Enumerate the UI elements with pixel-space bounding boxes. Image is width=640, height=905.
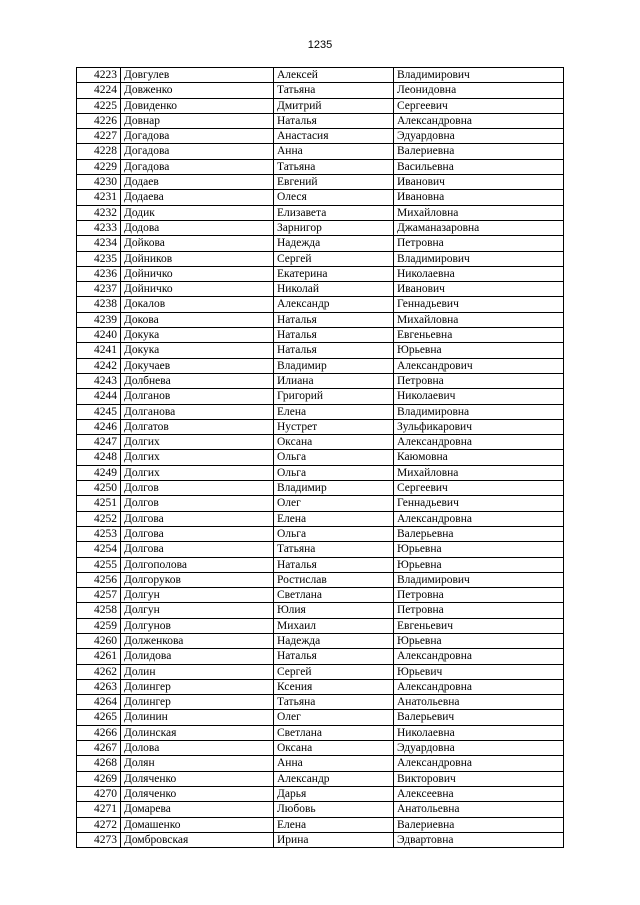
- patronymic-cell: Леонидовна: [394, 83, 564, 98]
- table-row: [77, 83, 564, 98]
- table-row: [77, 511, 564, 526]
- first-name-cell: Татьяна: [274, 542, 394, 557]
- first-name-cell: Ирина: [274, 832, 394, 847]
- table-row: [77, 68, 564, 83]
- last-name-cell: Долгоруков: [121, 572, 274, 587]
- patronymic-cell: Валериевна: [394, 817, 564, 832]
- first-name-cell: Наталья: [274, 113, 394, 128]
- first-name-cell: Владимир: [274, 358, 394, 373]
- row-number-cell: 4225: [77, 98, 121, 113]
- table-row: [77, 802, 564, 817]
- table-row: [77, 786, 564, 801]
- table-row: [77, 404, 564, 419]
- patronymic-cell: Владимирович: [394, 572, 564, 587]
- row-number-cell: 4236: [77, 266, 121, 281]
- row-number-cell: 4249: [77, 465, 121, 480]
- first-name-cell: Олег: [274, 496, 394, 511]
- last-name-cell: Догадова: [121, 159, 274, 174]
- last-name-cell: Догадова: [121, 144, 274, 159]
- last-name-cell: Долгатов: [121, 419, 274, 434]
- row-number-cell: 4268: [77, 756, 121, 771]
- table-row: [77, 450, 564, 465]
- patronymic-cell: Евгеньевич: [394, 618, 564, 633]
- row-number-cell: 4228: [77, 144, 121, 159]
- row-number-cell: 4232: [77, 205, 121, 220]
- last-name-cell: Довгулев: [121, 68, 274, 83]
- page-number: 1235: [307, 39, 333, 51]
- first-name-cell: Илиана: [274, 373, 394, 388]
- first-name-cell: Елизавета: [274, 205, 394, 220]
- patronymic-cell: Александрович: [394, 358, 564, 373]
- table-row: [77, 312, 564, 327]
- table-row: [77, 190, 564, 205]
- table-row: [77, 419, 564, 434]
- row-number-cell: 4227: [77, 129, 121, 144]
- table-row: [77, 633, 564, 648]
- row-number-cell: 4255: [77, 557, 121, 572]
- table-row: [77, 435, 564, 450]
- first-name-cell: Оксана: [274, 741, 394, 756]
- last-name-cell: Долгунов: [121, 618, 274, 633]
- row-number-cell: 4266: [77, 725, 121, 740]
- first-name-cell: Юлия: [274, 603, 394, 618]
- last-name-cell: Доляченко: [121, 771, 274, 786]
- last-name-cell: Дойничко: [121, 266, 274, 281]
- row-number-cell: 4256: [77, 572, 121, 587]
- first-name-cell: Екатерина: [274, 266, 394, 281]
- table-row: [77, 618, 564, 633]
- first-name-cell: Елена: [274, 511, 394, 526]
- first-name-cell: Евгений: [274, 175, 394, 190]
- patronymic-cell: Петровна: [394, 588, 564, 603]
- last-name-cell: Доляченко: [121, 786, 274, 801]
- last-name-cell: Долинская: [121, 725, 274, 740]
- first-name-cell: Алексей: [274, 68, 394, 83]
- table-row: [77, 496, 564, 511]
- table-row: [77, 588, 564, 603]
- row-number-cell: 4242: [77, 358, 121, 373]
- row-number-cell: 4246: [77, 419, 121, 434]
- row-number-cell: 4223: [77, 68, 121, 83]
- last-name-cell: Долгун: [121, 603, 274, 618]
- patronymic-cell: Ивановна: [394, 190, 564, 205]
- table-row: [77, 603, 564, 618]
- last-name-cell: Долгов: [121, 496, 274, 511]
- last-name-cell: Долин: [121, 664, 274, 679]
- first-name-cell: Анна: [274, 144, 394, 159]
- first-name-cell: Ольга: [274, 465, 394, 480]
- last-name-cell: Додик: [121, 205, 274, 220]
- first-name-cell: Николай: [274, 282, 394, 297]
- table-row: [77, 297, 564, 312]
- last-name-cell: Долян: [121, 756, 274, 771]
- first-name-cell: Олеся: [274, 190, 394, 205]
- last-name-cell: Докучаев: [121, 358, 274, 373]
- last-name-cell: Долидова: [121, 649, 274, 664]
- table-row: [77, 358, 564, 373]
- row-number-cell: 4239: [77, 312, 121, 327]
- first-name-cell: Елена: [274, 404, 394, 419]
- patronymic-cell: Александровна: [394, 649, 564, 664]
- last-name-cell: Докука: [121, 328, 274, 343]
- last-name-cell: Долгополова: [121, 557, 274, 572]
- last-name-cell: Долгун: [121, 588, 274, 603]
- first-name-cell: Дарья: [274, 786, 394, 801]
- row-number-cell: 4260: [77, 633, 121, 648]
- first-name-cell: Нустрет: [274, 419, 394, 434]
- row-number-cell: 4233: [77, 220, 121, 235]
- table-row: [77, 725, 564, 740]
- last-name-cell: Долова: [121, 741, 274, 756]
- last-name-cell: Дойничко: [121, 282, 274, 297]
- first-name-cell: Владимир: [274, 481, 394, 496]
- row-number-cell: 4244: [77, 389, 121, 404]
- row-number-cell: 4247: [77, 435, 121, 450]
- table-row: [77, 282, 564, 297]
- table-row: [77, 175, 564, 190]
- last-name-cell: Додаев: [121, 175, 274, 190]
- first-name-cell: Наталья: [274, 328, 394, 343]
- patronymic-cell: Петровна: [394, 373, 564, 388]
- table-row: [77, 328, 564, 343]
- first-name-cell: Олег: [274, 710, 394, 725]
- table-row: [77, 741, 564, 756]
- last-name-cell: Долгих: [121, 465, 274, 480]
- patronymic-cell: Джаманазаровна: [394, 220, 564, 235]
- last-name-cell: Довженко: [121, 83, 274, 98]
- patronymic-cell: Александровна: [394, 756, 564, 771]
- table-row: [77, 832, 564, 847]
- patronymic-cell: Эдуардовна: [394, 741, 564, 756]
- table-row: [77, 343, 564, 358]
- first-name-cell: Зарнигор: [274, 220, 394, 235]
- patronymic-cell: Сергеевич: [394, 481, 564, 496]
- patronymic-cell: Николаевич: [394, 389, 564, 404]
- first-name-cell: Анастасия: [274, 129, 394, 144]
- first-name-cell: Татьяна: [274, 695, 394, 710]
- last-name-cell: Докалов: [121, 297, 274, 312]
- table-row: [77, 129, 564, 144]
- row-number-cell: 4243: [77, 373, 121, 388]
- last-name-cell: Долгова: [121, 526, 274, 541]
- first-name-cell: Наталья: [274, 649, 394, 664]
- row-number-cell: 4245: [77, 404, 121, 419]
- last-name-cell: Долингер: [121, 695, 274, 710]
- patronymic-cell: Алексеевна: [394, 786, 564, 801]
- name-list-body: [77, 68, 564, 848]
- first-name-cell: Сергей: [274, 251, 394, 266]
- table-row: [77, 710, 564, 725]
- last-name-cell: Домашенко: [121, 817, 274, 832]
- row-number-cell: 4252: [77, 511, 121, 526]
- row-number-cell: 4240: [77, 328, 121, 343]
- patronymic-cell: Николаевна: [394, 725, 564, 740]
- row-number-cell: 4261: [77, 649, 121, 664]
- row-number-cell: 4258: [77, 603, 121, 618]
- patronymic-cell: Валерьевна: [394, 526, 564, 541]
- table-row: [77, 542, 564, 557]
- last-name-cell: Долгих: [121, 435, 274, 450]
- patronymic-cell: Петровна: [394, 603, 564, 618]
- row-number-cell: 4238: [77, 297, 121, 312]
- first-name-cell: Надежда: [274, 633, 394, 648]
- table-row: [77, 481, 564, 496]
- table-row: [77, 557, 564, 572]
- last-name-cell: Довиденко: [121, 98, 274, 113]
- patronymic-cell: Иванович: [394, 175, 564, 190]
- patronymic-cell: Эдуардовна: [394, 129, 564, 144]
- row-number-cell: 4273: [77, 832, 121, 847]
- patronymic-cell: Владимирович: [394, 68, 564, 83]
- row-number-cell: 4230: [77, 175, 121, 190]
- row-number-cell: 4263: [77, 679, 121, 694]
- patronymic-cell: Юрьевна: [394, 633, 564, 648]
- first-name-cell: Григорий: [274, 389, 394, 404]
- patronymic-cell: Юрьевна: [394, 557, 564, 572]
- last-name-cell: Долгих: [121, 450, 274, 465]
- first-name-cell: Сергей: [274, 664, 394, 679]
- row-number-cell: 4270: [77, 786, 121, 801]
- first-name-cell: Светлана: [274, 725, 394, 740]
- first-name-cell: Елена: [274, 817, 394, 832]
- last-name-cell: Домбровская: [121, 832, 274, 847]
- table-row: [77, 465, 564, 480]
- table-row: [77, 113, 564, 128]
- table-row: [77, 649, 564, 664]
- patronymic-cell: Викторович: [394, 771, 564, 786]
- row-number-cell: 4262: [77, 664, 121, 679]
- table-row: [77, 664, 564, 679]
- patronymic-cell: Анатольевна: [394, 695, 564, 710]
- patronymic-cell: Александровна: [394, 679, 564, 694]
- table-row: [77, 695, 564, 710]
- table-row: [77, 526, 564, 541]
- first-name-cell: Михаил: [274, 618, 394, 633]
- patronymic-cell: Валериевна: [394, 144, 564, 159]
- first-name-cell: Любовь: [274, 802, 394, 817]
- name-list-table: [76, 67, 564, 848]
- last-name-cell: Долганова: [121, 404, 274, 419]
- patronymic-cell: Михайловна: [394, 465, 564, 480]
- last-name-cell: Докука: [121, 343, 274, 358]
- row-number-cell: 4253: [77, 526, 121, 541]
- first-name-cell: Ольга: [274, 450, 394, 465]
- row-number-cell: 4229: [77, 159, 121, 174]
- table-row: [77, 266, 564, 281]
- patronymic-cell: Валерьевич: [394, 710, 564, 725]
- patronymic-cell: Каюмовна: [394, 450, 564, 465]
- patronymic-cell: Владимирович: [394, 251, 564, 266]
- patronymic-cell: Владимировна: [394, 404, 564, 419]
- patronymic-cell: Александровна: [394, 435, 564, 450]
- first-name-cell: Наталья: [274, 343, 394, 358]
- patronymic-cell: Николаевна: [394, 266, 564, 281]
- first-name-cell: Ростислав: [274, 572, 394, 587]
- first-name-cell: Ксения: [274, 679, 394, 694]
- last-name-cell: Дойкова: [121, 236, 274, 251]
- last-name-cell: Долингер: [121, 679, 274, 694]
- table-row: [77, 389, 564, 404]
- row-number-cell: 4264: [77, 695, 121, 710]
- row-number-cell: 4250: [77, 481, 121, 496]
- first-name-cell: Светлана: [274, 588, 394, 603]
- patronymic-cell: Петровна: [394, 236, 564, 251]
- row-number-cell: 4251: [77, 496, 121, 511]
- patronymic-cell: Васильевна: [394, 159, 564, 174]
- row-number-cell: 4269: [77, 771, 121, 786]
- first-name-cell: Оксана: [274, 435, 394, 450]
- first-name-cell: Надежда: [274, 236, 394, 251]
- patronymic-cell: Александровна: [394, 113, 564, 128]
- first-name-cell: Татьяна: [274, 83, 394, 98]
- row-number-cell: 4254: [77, 542, 121, 557]
- first-name-cell: Дмитрий: [274, 98, 394, 113]
- last-name-cell: Додаева: [121, 190, 274, 205]
- row-number-cell: 4259: [77, 618, 121, 633]
- row-number-cell: 4226: [77, 113, 121, 128]
- row-number-cell: 4224: [77, 83, 121, 98]
- patronymic-cell: Александровна: [394, 511, 564, 526]
- table-row: [77, 251, 564, 266]
- table-row: [77, 771, 564, 786]
- patronymic-cell: Эдвартовна: [394, 832, 564, 847]
- patronymic-cell: Сергеевич: [394, 98, 564, 113]
- table-row: [77, 205, 564, 220]
- first-name-cell: Наталья: [274, 557, 394, 572]
- patronymic-cell: Геннадьевич: [394, 297, 564, 312]
- patronymic-cell: Анатольевна: [394, 802, 564, 817]
- table-row: [77, 572, 564, 587]
- row-number-cell: 4231: [77, 190, 121, 205]
- row-number-cell: 4257: [77, 588, 121, 603]
- patronymic-cell: Геннадьевич: [394, 496, 564, 511]
- first-name-cell: Татьяна: [274, 159, 394, 174]
- patronymic-cell: Юрьевич: [394, 664, 564, 679]
- row-number-cell: 4267: [77, 741, 121, 756]
- last-name-cell: Долгова: [121, 542, 274, 557]
- table-row: [77, 220, 564, 235]
- table-row: [77, 144, 564, 159]
- last-name-cell: Довнар: [121, 113, 274, 128]
- first-name-cell: Александр: [274, 297, 394, 312]
- patronymic-cell: Михайловна: [394, 205, 564, 220]
- patronymic-cell: Юрьевна: [394, 343, 564, 358]
- row-number-cell: 4241: [77, 343, 121, 358]
- table-row: [77, 817, 564, 832]
- row-number-cell: 4265: [77, 710, 121, 725]
- last-name-cell: Долгов: [121, 481, 274, 496]
- first-name-cell: Александр: [274, 771, 394, 786]
- table-row: [77, 373, 564, 388]
- row-number-cell: 4237: [77, 282, 121, 297]
- first-name-cell: Наталья: [274, 312, 394, 327]
- last-name-cell: Додова: [121, 220, 274, 235]
- row-number-cell: 4272: [77, 817, 121, 832]
- patronymic-cell: Зульфикарович: [394, 419, 564, 434]
- last-name-cell: Долинин: [121, 710, 274, 725]
- patronymic-cell: Иванович: [394, 282, 564, 297]
- row-number-cell: 4235: [77, 251, 121, 266]
- last-name-cell: Докова: [121, 312, 274, 327]
- row-number-cell: 4271: [77, 802, 121, 817]
- row-number-cell: 4234: [77, 236, 121, 251]
- last-name-cell: Долженкова: [121, 633, 274, 648]
- last-name-cell: Догадова: [121, 129, 274, 144]
- first-name-cell: Анна: [274, 756, 394, 771]
- last-name-cell: Долганов: [121, 389, 274, 404]
- last-name-cell: Долгова: [121, 511, 274, 526]
- last-name-cell: Долбнева: [121, 373, 274, 388]
- table-row: [77, 679, 564, 694]
- row-number-cell: 4248: [77, 450, 121, 465]
- table-row: [77, 236, 564, 251]
- patronymic-cell: Евгеньевна: [394, 328, 564, 343]
- patronymic-cell: Юрьевна: [394, 542, 564, 557]
- first-name-cell: Ольга: [274, 526, 394, 541]
- patronymic-cell: Михайловна: [394, 312, 564, 327]
- table-row: [77, 756, 564, 771]
- table-row: [77, 98, 564, 113]
- last-name-cell: Домарева: [121, 802, 274, 817]
- table-row: [77, 159, 564, 174]
- last-name-cell: Дойников: [121, 251, 274, 266]
